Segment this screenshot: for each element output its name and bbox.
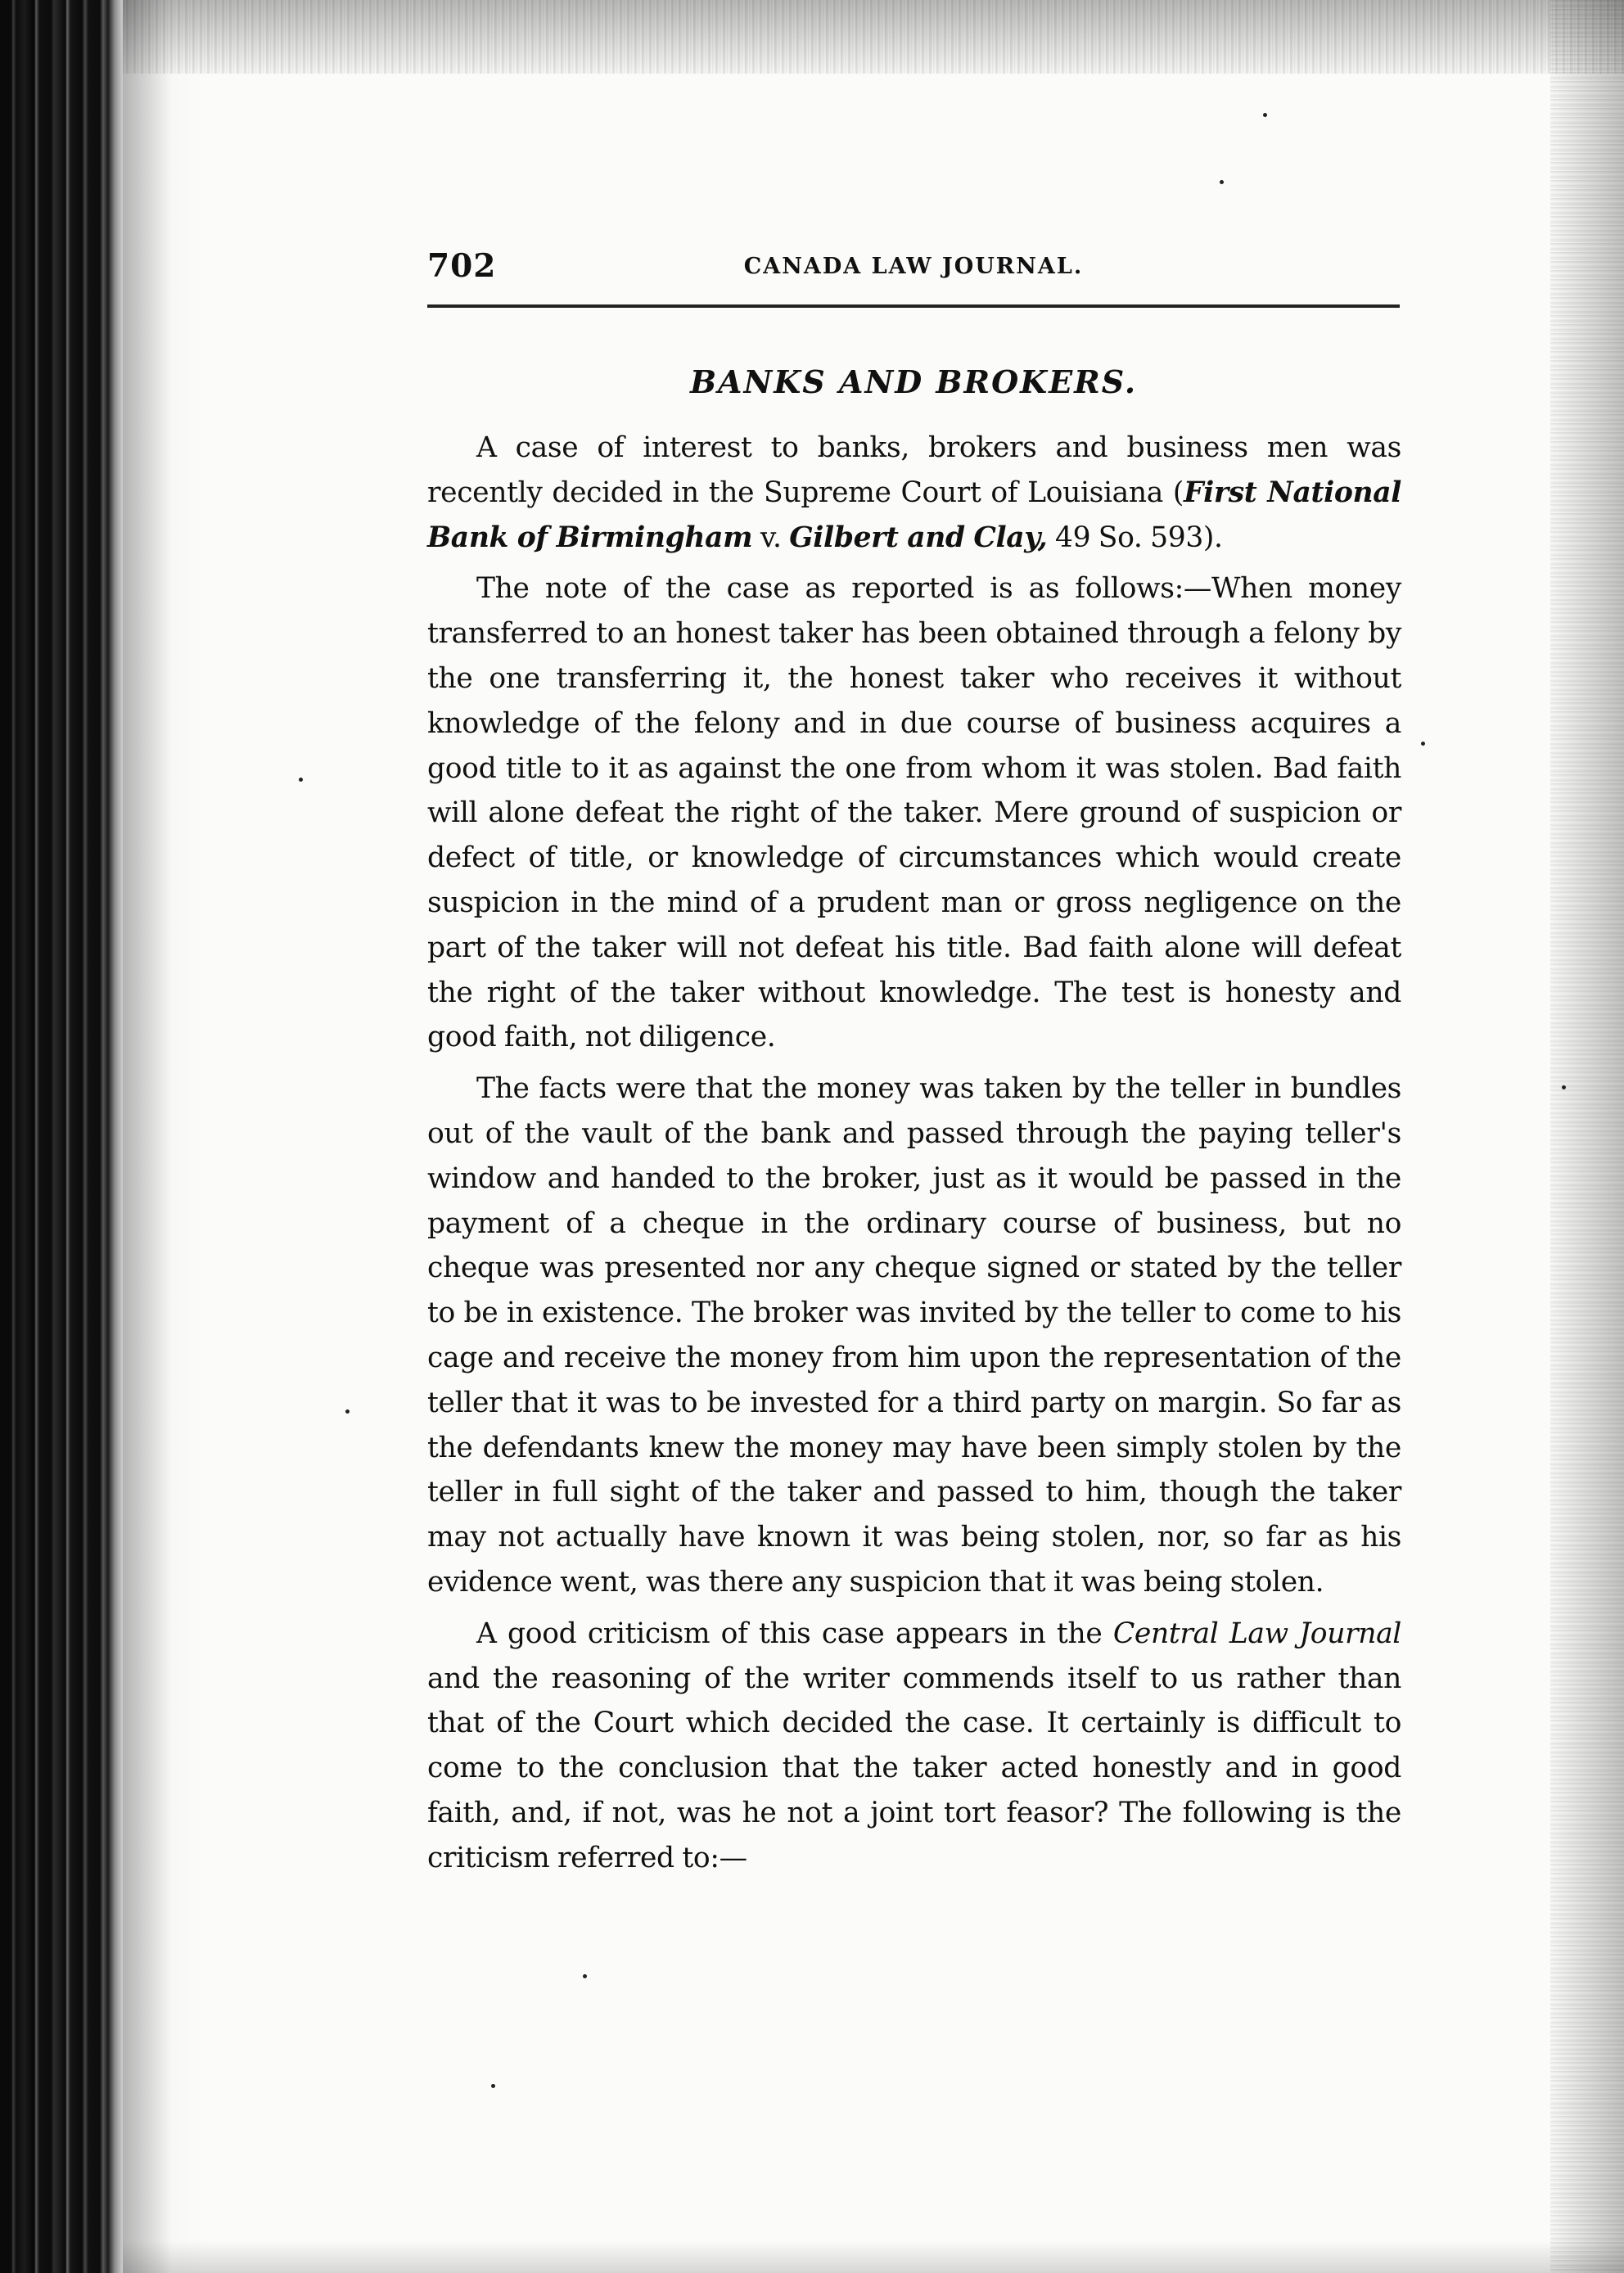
article-body [427,426,1401,1881]
running-head [427,247,1400,296]
book-binding-shadow [0,0,123,2273]
article-title: BANKS AND BROKERS. [689,363,1138,400]
header-rule [427,304,1400,308]
scan-speck [1220,180,1224,184]
paragraph-1-text-b: v. [752,521,790,554]
paragraph-1-text-c: 49 So. 593). [1047,521,1223,554]
binding-edge-shadow [123,0,205,2273]
page-number: 702 [427,247,497,285]
scan-speck [1421,742,1425,746]
paragraph-4 [427,1612,1401,1881]
case-name-plaintiff: First National Bank of Birmingham [427,476,1401,554]
paragraph-4-text-a: A good criticism of this case appears in the [476,1617,1113,1650]
paragraph-1 [427,426,1401,560]
paragraph-2: The note of the case as reported is as follows:—When money transferred to an honest taker has been obtained through a felony by the one transferring it, the honest taker who receives it without knowledge of the felony and in due course of business acquires a good title to it as against the one from whom it was stolen. Bad faith will alone defeat the right of the taker. Mere ground of suspicion or defect of title, or knowledge of circumstances which would create suspicion in the mind of a prudent man or gross negligence on the part of the taker will not defeat his title. Bad faith alone will defeat the right of the taker without knowledge. The test is honesty and good faith, not diligence. [427,572,1401,1054]
bottom-scan-noise [123,2240,1624,2273]
journal-reference: Central Law Journal [1112,1617,1401,1650]
top-scan-noise [123,0,1624,74]
journal-title: CANADA LAW JOURNAL. [743,254,1084,279]
scan-speck [299,778,303,782]
scan-speck [1562,1085,1566,1089]
scan-speck [1263,113,1267,117]
paragraph-3: The facts were that the money was taken by the teller in bundles out of the vault of the bank and passed through the paying teller's window and handed to the broker, just as it would be passed in the payment of a cheque in the ordinary course of business, but no cheque was presented nor any cheque signed or stated by the teller to be in existence. The broker was invited by the teller to come to his cage and receive the money from him upon the representation of the teller that it was to be invested for a third party on margin. So far as the defendants knew the money may have been simply stolen by the teller in full sight of the taker and passed to him, though the taker may not actually have known it was being stolen, nor, so far as his evidence went, was there any suspicion that it was being stolen. [427,1072,1401,1599]
paragraph-1-text-a: A case of interest to banks, brokers and business men was recently decided in the Supreme Court of Louisiana ( [427,431,1401,509]
case-name-defendants: Gilbert and Clay, [789,521,1048,554]
right-scan-noise [1550,0,1624,2273]
scan-speck [583,1974,587,1978]
scan-speck [491,2084,495,2088]
paragraph-4-text-b: and the reasoning of the writer commends itself to us rather than that of the Court which decided the case. It certainly is difficult to come to the conclusion that the taker acted honestly and in good faith, and, if not, was he not a joint tort feasor? The following is the criticism referred to:— [427,1662,1401,1874]
scan-speck [345,1409,350,1414]
